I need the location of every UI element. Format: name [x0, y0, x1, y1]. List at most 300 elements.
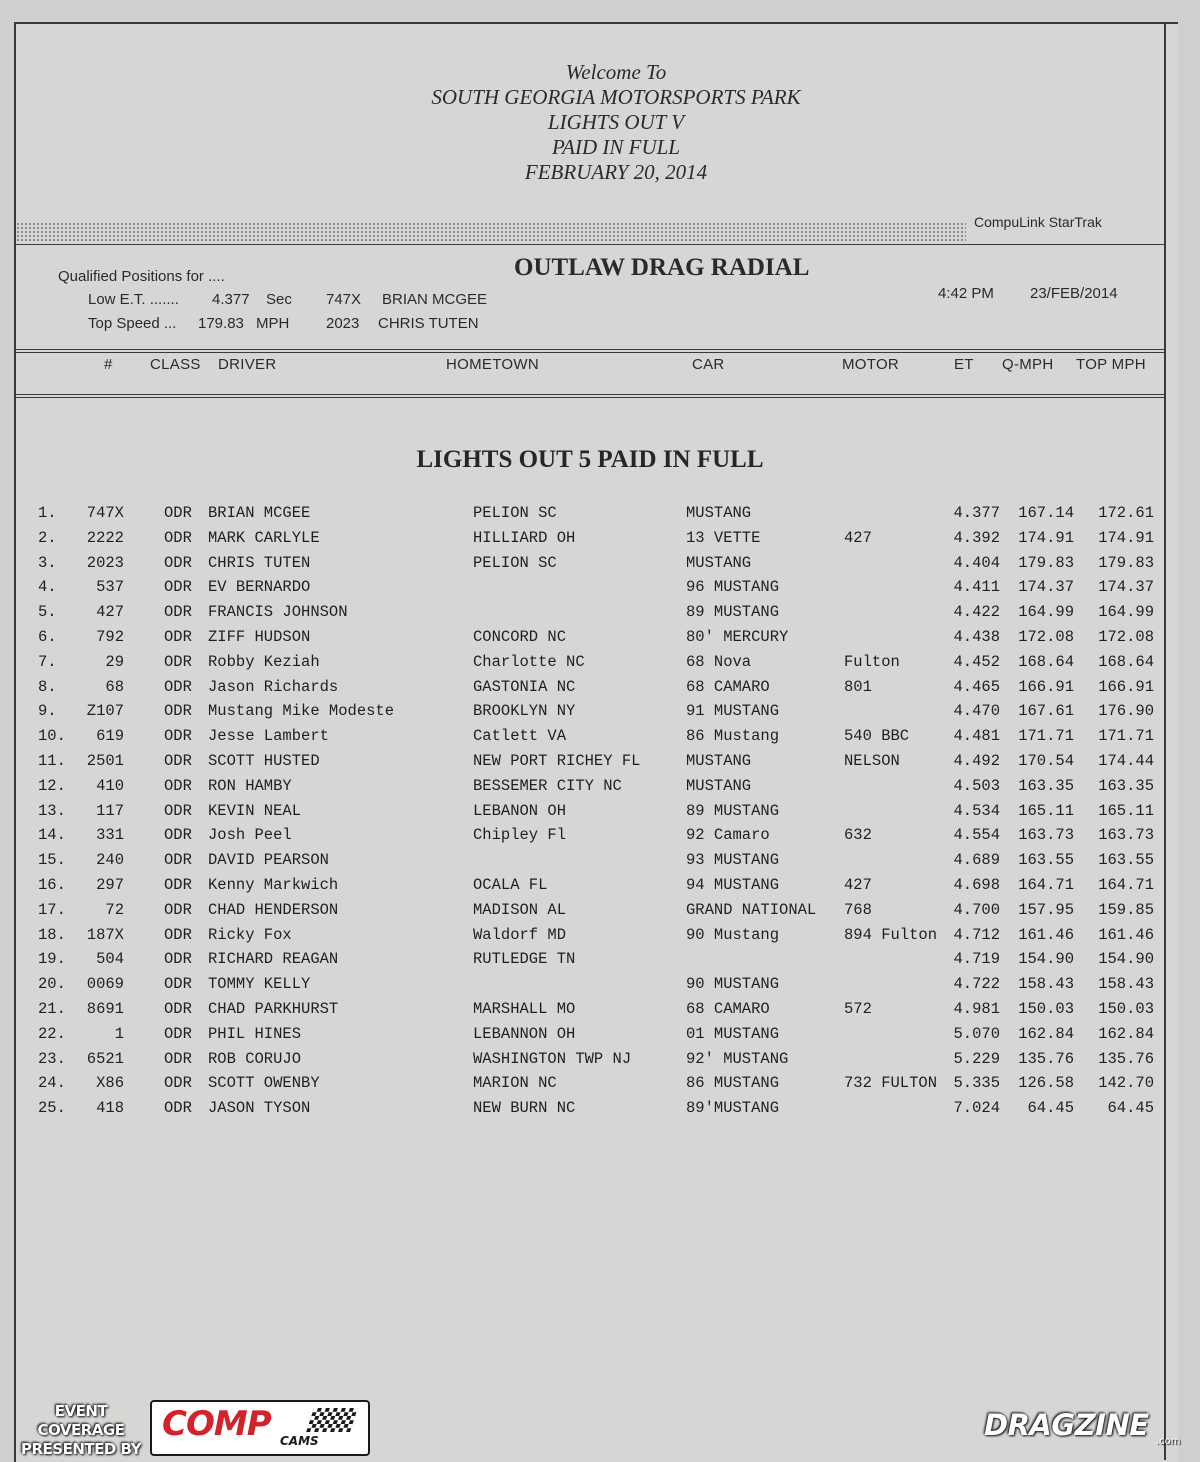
event-coverage-label: [10, 1402, 152, 1459]
col-qmph: Q-MPH: [1002, 356, 1054, 373]
cell-car-number: 331: [96, 826, 124, 845]
cell-car: 89 MUSTANG: [686, 603, 780, 622]
cell-class: ODR: [164, 975, 192, 994]
comp-logo-word: COMP: [162, 1404, 271, 1444]
table-row: [0, 876, 1200, 901]
cell-top-mph: 176.90: [1098, 702, 1154, 721]
print-time: 4:42 PM: [938, 285, 994, 302]
cell-q-mph: 166.91: [1018, 677, 1074, 696]
cell-motor: 427: [844, 875, 872, 894]
cell-et: 4.981: [953, 999, 1000, 1018]
cell-class: ODR: [164, 826, 192, 845]
cell-q-mph: 163.35: [1018, 776, 1074, 795]
cell-motor: 768: [844, 900, 872, 919]
top-speed-unit: MPH: [256, 315, 290, 332]
table-row: [0, 702, 1200, 727]
cell-car-number: 6521: [86, 1049, 124, 1068]
coverage-line-1: EVENT COVERAGE: [37, 1402, 125, 1439]
table-row: [0, 826, 1200, 851]
table-row: [0, 1050, 1200, 1075]
cell-top-mph: 154.90: [1098, 950, 1154, 969]
dragzine-suffix: .com: [1156, 1436, 1181, 1447]
event-subtitle: PAID IN FULL: [552, 135, 680, 159]
cell-driver: TOMMY KELLY: [208, 975, 311, 994]
cell-position: 12.: [38, 776, 66, 795]
cell-class: ODR: [164, 1074, 192, 1093]
print-date: 23/FEB/2014: [1030, 285, 1118, 302]
event-name: LIGHTS OUT V: [547, 110, 685, 134]
cell-car-number: 0069: [86, 975, 124, 994]
table-row: [0, 950, 1200, 975]
cell-et: 4.452: [953, 652, 1000, 671]
cell-car: 96 MUSTANG: [686, 578, 780, 597]
cell-et: 4.712: [953, 925, 1000, 944]
cell-car-number: 297: [96, 875, 124, 894]
cell-q-mph: 150.03: [1018, 999, 1074, 1018]
cell-top-mph: 163.73: [1098, 826, 1154, 845]
cell-car: 90 MUSTANG: [686, 975, 780, 994]
cell-hometown: MARION NC: [473, 1074, 557, 1093]
cell-position: 3.: [38, 553, 57, 572]
cell-class: ODR: [164, 1024, 192, 1043]
cell-position: 14.: [38, 826, 66, 845]
cell-class: ODR: [164, 875, 192, 894]
cell-top-mph: 161.46: [1098, 925, 1154, 944]
cell-et: 4.698: [953, 875, 1000, 894]
cell-q-mph: 164.71: [1018, 875, 1074, 894]
cell-class: ODR: [164, 999, 192, 1018]
cell-et: 4.481: [953, 727, 1000, 746]
cell-driver: RON HAMBY: [208, 776, 292, 795]
divider-line: [16, 244, 1166, 245]
cell-class: ODR: [164, 627, 192, 646]
cell-class: ODR: [164, 1049, 192, 1068]
table-row: [0, 727, 1200, 752]
table-row: [0, 1000, 1200, 1025]
cell-driver: Jason Richards: [208, 677, 339, 696]
cell-position: 25.: [38, 1099, 66, 1118]
cell-position: 17.: [38, 900, 66, 919]
cell-driver: SCOTT OWENBY: [208, 1074, 320, 1093]
cell-car-number: 2222: [86, 528, 124, 547]
table-row: [0, 653, 1200, 678]
cell-position: 2.: [38, 528, 57, 547]
cell-motor: 801: [844, 677, 872, 696]
cell-driver: CHAD PARKHURST: [208, 999, 339, 1018]
cell-et: 4.465: [953, 677, 1000, 696]
cell-motor: 572: [844, 999, 872, 1018]
cell-position: 23.: [38, 1049, 66, 1068]
cell-et: 7.024: [953, 1099, 1000, 1118]
cell-q-mph: 167.14: [1018, 504, 1074, 522]
cell-driver: Josh Peel: [208, 826, 292, 845]
cell-driver: Ricky Fox: [208, 925, 292, 944]
cell-et: 4.534: [953, 801, 1000, 820]
cell-driver: RICHARD REAGAN: [208, 950, 339, 969]
cell-top-mph: 164.71: [1098, 875, 1154, 894]
cell-car-number: 504: [96, 950, 124, 969]
cell-et: 4.503: [953, 776, 1000, 795]
cell-top-mph: 163.35: [1098, 776, 1154, 795]
cell-driver: SCOTT HUSTED: [208, 751, 320, 770]
cell-driver: CHAD HENDERSON: [208, 900, 339, 919]
cell-top-mph: 135.76: [1098, 1049, 1154, 1068]
table-row: [0, 554, 1200, 579]
cell-driver: JASON TYSON: [208, 1099, 311, 1118]
cell-position: 13.: [38, 801, 66, 820]
cell-hometown: PELION SC: [473, 553, 557, 572]
cell-position: 8.: [38, 677, 57, 696]
dragzine-logo[interactable]: DRAGZINE: [984, 1408, 1149, 1442]
cell-car: MUSTANG: [686, 553, 752, 572]
cell-car: 68 Nova: [686, 652, 752, 671]
cell-q-mph: 171.71: [1018, 727, 1074, 746]
cell-et: 4.411: [953, 578, 1000, 597]
cell-hometown: NEW PORT RICHEY FL: [473, 751, 641, 770]
cell-class: ODR: [164, 851, 192, 870]
cell-q-mph: 174.91: [1018, 528, 1074, 547]
table-row: [0, 752, 1200, 777]
cell-et: 5.070: [953, 1024, 1000, 1043]
low-et-label: Low E.T. .......: [88, 291, 179, 308]
cell-car: 68 CAMARO: [686, 677, 770, 696]
cell-et: 4.438: [953, 627, 1000, 646]
system-label: CompuLink StarTrak: [974, 214, 1102, 230]
cell-class: ODR: [164, 900, 192, 919]
cell-q-mph: 157.95: [1018, 900, 1074, 919]
cell-motor: Fulton: [844, 652, 900, 671]
cell-position: 22.: [38, 1024, 66, 1043]
cell-q-mph: 154.90: [1018, 950, 1074, 969]
cell-driver: ROB CORUJO: [208, 1049, 302, 1068]
cell-car-number: 747X: [86, 504, 124, 522]
cell-driver: MARK CARLYLE: [208, 528, 320, 547]
cell-et: 4.492: [953, 751, 1000, 770]
cell-position: 9.: [38, 702, 57, 721]
cell-et: 5.335: [953, 1074, 1000, 1093]
cell-et: 4.719: [953, 950, 1000, 969]
cell-car-number: 1: [114, 1024, 124, 1043]
event-title: LIGHTS OUT 5 PAID IN FULL: [416, 446, 764, 473]
table-row: [0, 901, 1200, 926]
cell-car-number: 418: [96, 1099, 124, 1118]
cell-hometown: BROOKLYN NY: [473, 702, 576, 721]
table-row: [0, 975, 1200, 1000]
cell-top-mph: 159.85: [1098, 900, 1154, 919]
welcome-line: Welcome To: [565, 60, 667, 84]
cell-top-mph: 158.43: [1098, 975, 1154, 994]
cell-car-number: 68: [105, 677, 124, 696]
cell-class: ODR: [164, 727, 192, 746]
cell-hometown: LEBANON OH: [473, 801, 567, 820]
cell-car: 86 MUSTANG: [686, 1074, 780, 1093]
cell-hometown: GASTONIA NC: [473, 677, 576, 696]
cell-car-number: 72: [105, 900, 124, 919]
cell-q-mph: 64.45: [1027, 1099, 1074, 1118]
cell-car-number: 2501: [86, 751, 124, 770]
cell-position: 6.: [38, 627, 57, 646]
header-bottom-line-2: [16, 397, 1166, 398]
cell-car: 92 Camaro: [686, 826, 770, 845]
cell-position: 4.: [38, 578, 57, 597]
table-row: [0, 529, 1200, 554]
cell-driver: CHRIS TUTEN: [208, 553, 311, 572]
cell-q-mph: 168.64: [1018, 652, 1074, 671]
comp-logo-sub: CAMS: [280, 1434, 319, 1448]
cell-position: 1.: [38, 504, 57, 522]
cell-q-mph: 179.83: [1018, 553, 1074, 572]
results-table: [0, 504, 1200, 1124]
cell-car: 13 VETTE: [686, 528, 761, 547]
cell-driver: Jesse Lambert: [208, 727, 329, 746]
cell-car: 89 MUSTANG: [686, 801, 780, 820]
cell-class: ODR: [164, 801, 192, 820]
cell-q-mph: 174.37: [1018, 578, 1074, 597]
cell-hometown: WASHINGTON TWP NJ: [473, 1049, 632, 1068]
cell-car: 68 CAMARO: [686, 999, 770, 1018]
cell-class: ODR: [164, 950, 192, 969]
table-row: [0, 1099, 1200, 1124]
col-motor: MOTOR: [842, 356, 900, 373]
welcome-header: [0, 60, 1200, 185]
cell-car-number: 792: [96, 627, 124, 646]
cell-position: 21.: [38, 999, 66, 1018]
cell-class: ODR: [164, 504, 192, 522]
cell-class: ODR: [164, 1099, 192, 1118]
cell-q-mph: 163.55: [1018, 851, 1074, 870]
cell-car-number: 410: [96, 776, 124, 795]
dot-band-divider: [16, 222, 966, 242]
event-date: FEBRUARY 20, 2014: [524, 160, 708, 184]
top-speed-row: [88, 315, 479, 332]
cell-top-mph: 171.71: [1098, 727, 1154, 746]
cell-class: ODR: [164, 925, 192, 944]
cell-driver: Mustang Mike Modeste: [208, 702, 395, 721]
table-row: [0, 578, 1200, 603]
cell-hometown: NEW BURN NC: [473, 1099, 576, 1118]
cell-hometown: RUTLEDGE TN: [473, 950, 576, 969]
table-row: [0, 603, 1200, 628]
cell-q-mph: 163.73: [1018, 826, 1074, 845]
cell-car: 80' MERCURY: [686, 627, 789, 646]
cell-car-number: 427: [96, 603, 124, 622]
cell-position: 7.: [38, 652, 57, 671]
table-row: [0, 802, 1200, 827]
cell-class: ODR: [164, 677, 192, 696]
cell-class: ODR: [164, 751, 192, 770]
cell-q-mph: 161.46: [1018, 925, 1074, 944]
cell-hometown: HILLIARD OH: [473, 528, 576, 547]
cell-car-number: Z107: [86, 702, 124, 721]
cell-car: GRAND NATIONAL: [686, 900, 817, 919]
table-row: [0, 777, 1200, 802]
table-row: [0, 504, 1200, 529]
cell-et: 4.700: [953, 900, 1000, 919]
cell-driver: KEVIN NEAL: [208, 801, 302, 820]
cell-class: ODR: [164, 776, 192, 795]
cell-top-mph: 172.61: [1098, 504, 1154, 522]
cell-car: 93 MUSTANG: [686, 851, 780, 870]
cell-driver: EV BERNARDO: [208, 578, 311, 597]
cell-position: 19.: [38, 950, 66, 969]
header-bottom-line: [16, 394, 1166, 395]
cell-top-mph: 174.44: [1098, 751, 1154, 770]
cell-q-mph: 158.43: [1018, 975, 1074, 994]
cell-et: 4.422: [953, 603, 1000, 622]
cell-et: 4.722: [953, 975, 1000, 994]
cell-position: 18.: [38, 925, 66, 944]
cell-driver: ZIFF HUDSON: [208, 627, 311, 646]
cell-hometown: MARSHALL MO: [473, 999, 576, 1018]
cell-q-mph: 167.61: [1018, 702, 1074, 721]
checkered-flag-icon: [306, 1408, 358, 1432]
cell-motor: 894 Fulton: [844, 925, 938, 944]
comp-cams-logo[interactable]: [150, 1400, 370, 1456]
cell-car: MUSTANG: [686, 776, 752, 795]
cell-position: 16.: [38, 875, 66, 894]
cell-hometown: OCALA FL: [473, 875, 548, 894]
cell-top-mph: 165.11: [1098, 801, 1154, 820]
cell-et: 5.229: [953, 1049, 1000, 1068]
cell-driver: BRIAN MCGEE: [208, 504, 311, 522]
cell-car-number: 240: [96, 851, 124, 870]
cell-q-mph: 135.76: [1018, 1049, 1074, 1068]
cell-top-mph: 174.91: [1098, 528, 1154, 547]
table-row: [0, 628, 1200, 653]
cell-hometown: PELION SC: [473, 504, 557, 522]
qualified-label: Qualified Positions for ....: [58, 268, 225, 285]
cell-et: 4.554: [953, 826, 1000, 845]
cell-hometown: Chipley Fl: [473, 826, 567, 845]
col-driver: DRIVER: [218, 356, 277, 373]
cell-q-mph: 126.58: [1018, 1074, 1074, 1093]
cell-top-mph: 163.55: [1098, 851, 1154, 870]
category-title: OUTLAW DRAG RADIAL: [514, 254, 810, 281]
cell-driver: Kenny Markwich: [208, 875, 339, 894]
cell-top-mph: 168.64: [1098, 652, 1154, 671]
cell-motor: 427: [844, 528, 872, 547]
cell-et: 4.377: [953, 504, 1000, 522]
low-et-value: 4.377: [212, 291, 250, 308]
col-num: #: [104, 356, 113, 373]
low-et-row: [88, 291, 487, 308]
cell-top-mph: 164.99: [1098, 603, 1154, 622]
cell-car: 90 Mustang: [686, 925, 780, 944]
cell-car: MUSTANG: [686, 751, 752, 770]
cell-top-mph: 162.84: [1098, 1024, 1154, 1043]
cell-car-number: X86: [96, 1074, 124, 1093]
cell-motor: 540 BBC: [844, 727, 910, 746]
cell-motor: 732 FULTON: [844, 1074, 938, 1093]
cell-hometown: Catlett VA: [473, 727, 567, 746]
cell-top-mph: 142.70: [1098, 1074, 1154, 1093]
cell-top-mph: 150.03: [1098, 999, 1154, 1018]
col-topmph: TOP MPH: [1076, 356, 1146, 373]
cell-class: ODR: [164, 528, 192, 547]
cell-driver: DAVID PEARSON: [208, 851, 329, 870]
cell-q-mph: 164.99: [1018, 603, 1074, 622]
col-hometown: HOMETOWN: [446, 356, 539, 373]
cell-car-number: 117: [96, 801, 124, 820]
cell-car: 91 MUSTANG: [686, 702, 780, 721]
table-row: [0, 1025, 1200, 1050]
track-name: SOUTH GEORGIA MOTORSPORTS PARK: [431, 85, 801, 109]
table-row: [0, 1074, 1200, 1099]
cell-car-number: 2023: [86, 553, 124, 572]
top-speed-driver: CHRIS TUTEN: [378, 315, 479, 332]
cell-hometown: LEBANNON OH: [473, 1024, 576, 1043]
top-speed-label: Top Speed ...: [88, 315, 177, 332]
cell-position: 20.: [38, 975, 66, 994]
cell-top-mph: 166.91: [1098, 677, 1154, 696]
cell-q-mph: 165.11: [1018, 801, 1074, 820]
cell-car-number: 619: [96, 727, 124, 746]
low-et-car-number: 747X: [326, 291, 362, 308]
cell-position: 5.: [38, 603, 57, 622]
cell-car-number: 8691: [86, 999, 124, 1018]
cell-hometown: Charlotte NC: [473, 652, 585, 671]
cell-top-mph: 172.08: [1098, 627, 1154, 646]
cell-car-number: 537: [96, 578, 124, 597]
table-row: [0, 851, 1200, 876]
cell-position: 11.: [38, 751, 66, 770]
cell-et: 4.392: [953, 528, 1000, 547]
cell-hometown: CONCORD NC: [473, 627, 567, 646]
cell-car-number: 29: [105, 652, 124, 671]
cell-class: ODR: [164, 702, 192, 721]
cell-top-mph: 174.37: [1098, 578, 1154, 597]
cell-position: 15.: [38, 851, 66, 870]
cell-class: ODR: [164, 553, 192, 572]
cell-driver: FRANCIS JOHNSON: [208, 603, 348, 622]
table-row: [0, 678, 1200, 703]
cell-car: 89'MUSTANG: [686, 1099, 780, 1118]
top-speed-car-number: 2023: [326, 315, 360, 332]
cell-q-mph: 170.54: [1018, 751, 1074, 770]
low-et-unit: Sec: [266, 291, 292, 308]
cell-driver: Robby Keziah: [208, 652, 320, 671]
cell-motor: 632: [844, 826, 872, 845]
cell-position: 10.: [38, 727, 66, 746]
cell-class: ODR: [164, 578, 192, 597]
cell-motor: NELSON: [844, 751, 900, 770]
cell-class: ODR: [164, 652, 192, 671]
header-top-line-2: [16, 352, 1166, 353]
cell-position: 24.: [38, 1074, 66, 1093]
col-et: ET: [954, 356, 974, 373]
cell-class: ODR: [164, 603, 192, 622]
cell-et: 4.404: [953, 553, 1000, 572]
cell-top-mph: 179.83: [1098, 553, 1154, 572]
table-row: [0, 926, 1200, 951]
cell-et: 4.470: [953, 702, 1000, 721]
cell-car-number: 187X: [86, 925, 124, 944]
cell-hometown: Waldorf MD: [473, 925, 567, 944]
cell-car: MUSTANG: [686, 504, 752, 522]
header-top-line: [16, 349, 1166, 350]
cell-car: 92' MUSTANG: [686, 1049, 789, 1068]
low-et-driver: BRIAN MCGEE: [382, 291, 488, 308]
top-speed-value: 179.83: [198, 315, 244, 332]
cell-q-mph: 172.08: [1018, 627, 1074, 646]
cell-hometown: BESSEMER CITY NC: [473, 776, 622, 795]
cell-car: 94 MUSTANG: [686, 875, 780, 894]
cell-top-mph: 64.45: [1107, 1099, 1154, 1118]
cell-hometown: MADISON AL: [473, 900, 567, 919]
coverage-line-2: PRESENTED BY: [20, 1440, 142, 1458]
cell-et: 4.689: [953, 851, 1000, 870]
cell-car: 01 MUSTANG: [686, 1024, 780, 1043]
